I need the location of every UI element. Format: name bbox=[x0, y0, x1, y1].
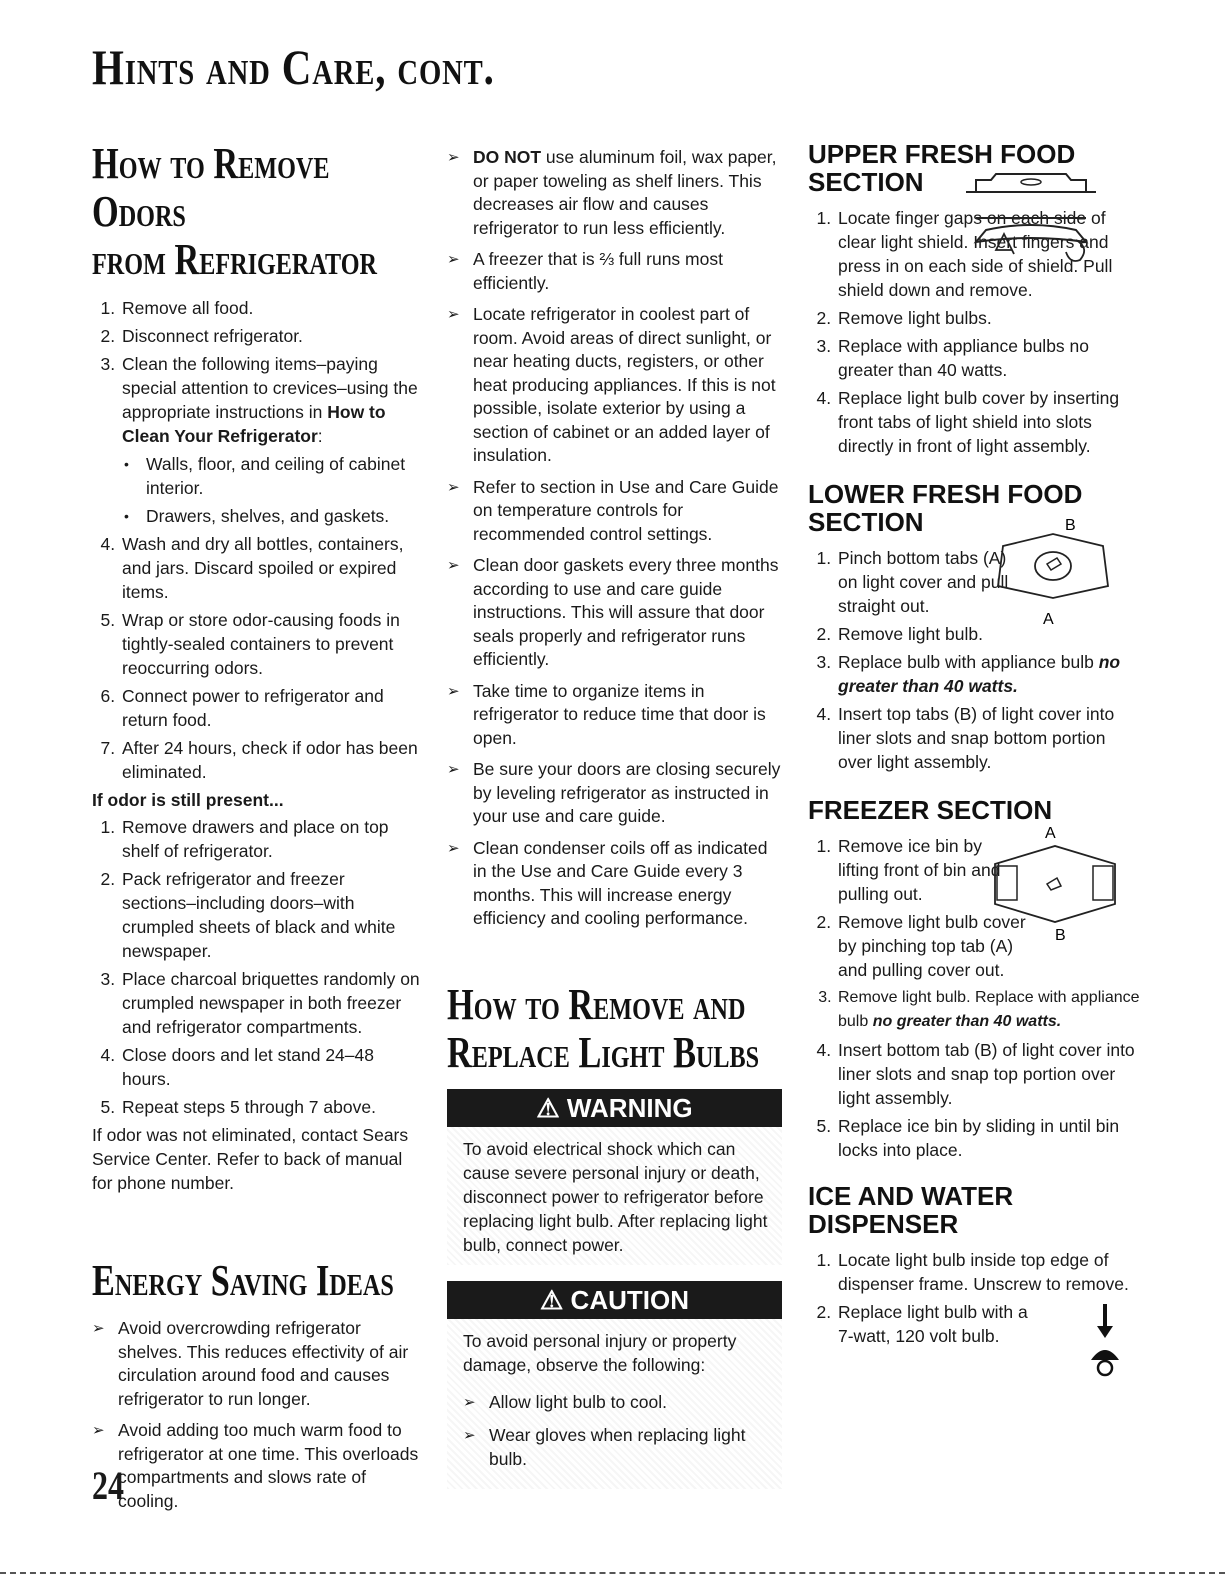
ice-section-body bbox=[808, 1248, 1143, 1348]
freezer-light-cover-diagram bbox=[985, 824, 1125, 944]
dispenser-bulb-diagram bbox=[1085, 1302, 1125, 1382]
column-2 bbox=[447, 146, 782, 1505]
caution-text: To avoid personal injury or property damage, observe the following: bbox=[463, 1330, 737, 1375]
list-item bbox=[447, 303, 782, 468]
freezer-heading: FREEZER SECTION bbox=[808, 795, 1053, 825]
list-item: 4. Insert bottom tab (B) of light cover into liner slots and snap top portion over light assembly. bbox=[836, 1038, 1143, 1110]
page-number: 24 bbox=[92, 1463, 124, 1508]
list-item: 2. Disconnect refrigerator. bbox=[120, 324, 422, 348]
still-present-heading: If odor is still present... bbox=[92, 790, 284, 810]
item-text: Locate refrigerator in coolest part of room. Avoid areas of direct sunlight, or near heating ducts, registers, or other heat producing appliances. If this is not possible, isolate exterior by using a section of cabinet or an added layer of insulation. bbox=[473, 304, 776, 465]
item-text: Be sure your doors are closing securely by leveling refrigerator as instructed in your use and care guide. bbox=[473, 759, 781, 826]
list-item bbox=[463, 1424, 768, 1471]
lower-light-cover-diagram bbox=[983, 516, 1123, 626]
list-item: • Drawers, shelves, and gaskets. bbox=[144, 504, 422, 528]
arrow-icon: ➢ bbox=[447, 557, 460, 574]
label-a: A bbox=[1043, 611, 1054, 626]
list-item: 4. Replace light bulb cover by inserting front tabs of light shield into slots directly in front of light assembly. bbox=[836, 386, 1143, 458]
list-item bbox=[447, 837, 782, 931]
step-bold-text: How to Clean Your Refrigerator bbox=[122, 402, 386, 446]
step-text: Pinch bottom tabs (A) on light cover and pull straight out. bbox=[838, 548, 1009, 616]
list-item: 2. Remove light bulbs. bbox=[836, 306, 1143, 330]
arrow-icon: ➢ bbox=[447, 839, 460, 857]
item-text: Take time to organize items in refrigerator to reduce time that door is open. bbox=[473, 680, 766, 748]
step-text-end: : bbox=[317, 426, 323, 446]
list-item: 1. Locate finger gaps on each side of clear light shield. Insert fingers and press in on each side of shield. Pull shield down and remove. bbox=[836, 206, 1143, 302]
caution-banner: ⚠ CAUTION bbox=[447, 1281, 782, 1319]
item-text: use aluminum foil, wax paper, or paper toweling as shelf liners. This decreases air flow and causes refrigerator to run less efficiently. bbox=[473, 147, 777, 238]
list-item: 4. Insert top tabs (B) of light cover into liner slots and snap bottom portion over light assembly. bbox=[836, 702, 1143, 774]
arrow-icon: ➢ bbox=[447, 306, 460, 323]
item-text: Wear gloves when replacing light bulb. bbox=[489, 1425, 746, 1469]
list-item bbox=[92, 1419, 422, 1513]
arrow-icon: ➢ bbox=[447, 682, 460, 700]
item-text: Clean condenser coils off as indicated in the Use and Care Guide every 3 months. This will increase energy efficiency and cooling performance. bbox=[473, 837, 768, 928]
arrow-icon: ➢ bbox=[463, 1393, 476, 1411]
upper-heading-line1: UPPER FRESH FOOD bbox=[808, 139, 1076, 169]
list-item: 1. Remove drawers and place on top shelf of refrigerator. bbox=[120, 815, 422, 863]
step-text: Replace bulb with appliance bulb bbox=[838, 652, 1099, 672]
list-item: 4. Close doors and let stand 24–48 hours. bbox=[120, 1043, 422, 1091]
step-bold-text: no greater than 40 watts. bbox=[838, 652, 1121, 696]
item-bold-text: DO NOT bbox=[473, 147, 542, 167]
label-b: B bbox=[1065, 517, 1076, 534]
list-item: 4. Wash and dry all bottles, containers, and jars. Discard spoiled or expired items. bbox=[120, 532, 422, 604]
warning-banner: ⚠ WARNING bbox=[447, 1089, 782, 1127]
list-item: 2. Remove light bulb. bbox=[836, 622, 1143, 646]
list-item: 1. Locate light bulb inside top edge of dispenser frame. Unscrew to remove. bbox=[836, 1248, 1143, 1296]
list-item: 5. Wrap or store odor-causing foods in tightly-sealed containers to prevent reoccurring odors. bbox=[120, 608, 422, 680]
item-text: Avoid adding too much warm food to refrigerator at one time. This overloads compartments and slows rate of cooling. bbox=[118, 1420, 419, 1511]
lower-heading-line1: LOWER FRESH FOOD bbox=[808, 479, 1083, 509]
arrow-icon: ➢ bbox=[463, 1427, 476, 1444]
list-item bbox=[120, 352, 422, 528]
list-item bbox=[447, 758, 782, 829]
list-item: 6. Connect power to refrigerator and return food. bbox=[120, 684, 422, 732]
ice-heading-line1: ICE AND WATER bbox=[808, 1181, 1014, 1211]
arrow-icon: ➢ bbox=[447, 478, 460, 496]
list-item: 2. Pack refrigerator and freezer sections–including doors–with crumpled sheets of black and white newspaper. bbox=[120, 867, 422, 963]
step-text: Remove light bulb cover by pinching top tab (A) and pulling cover out. bbox=[838, 912, 1026, 980]
list-item bbox=[447, 476, 782, 547]
caution-box bbox=[447, 1319, 782, 1490]
upper-heading-line2: SECTION bbox=[808, 167, 924, 197]
energy-list bbox=[92, 1317, 422, 1513]
list-item bbox=[92, 1317, 422, 1411]
list-item bbox=[447, 554, 782, 672]
label-a: A bbox=[1045, 825, 1056, 842]
upper-light-shield-diagram bbox=[956, 170, 1106, 290]
arrow-icon: ➢ bbox=[447, 251, 460, 268]
ice-heading bbox=[808, 1182, 1143, 1238]
odors-heading-line2: from Refrigerator bbox=[92, 235, 378, 284]
step-bold-text: no greater than 40 watts. bbox=[872, 1013, 1062, 1030]
arrow-icon: ➢ bbox=[92, 1320, 105, 1337]
odors-heading bbox=[92, 140, 421, 284]
list-item: 3. Place charcoal briquettes randomly on crumpled newspaper in both freezer and refrigerator compartments. bbox=[120, 967, 422, 1039]
step-text: Remove light bulb. Replace with appliance bulb bbox=[838, 989, 1140, 1030]
footer-rule bbox=[0, 1572, 1225, 1574]
arrow-icon: ➢ bbox=[92, 1422, 105, 1439]
list-item: 5. Repeat steps 5 through 7 above. bbox=[120, 1095, 422, 1119]
column-1 bbox=[92, 140, 422, 1521]
list-item: 1. Remove all food. bbox=[120, 296, 422, 320]
item-text: A freezer that is ⅔ full runs most efficiently. bbox=[473, 249, 723, 293]
list-item: 3. Replace with appliance bulbs no greater than 40 watts. bbox=[836, 334, 1143, 382]
freezer-section-body bbox=[808, 825, 1143, 1162]
odors-steps bbox=[92, 296, 422, 784]
step-text: Replace light bulb with a 7-watt, 120 volt bulb. bbox=[838, 1302, 1028, 1346]
energy-heading: Energy Saving Ideas bbox=[92, 1256, 394, 1305]
step3-bullets bbox=[122, 452, 422, 528]
energy-list-continued bbox=[447, 146, 782, 931]
not-eliminated-text: If odor was not eliminated, contact Sears Service Center. Refer to back of manual for phone number. bbox=[92, 1125, 409, 1193]
page-title: Hints and Care, cont. bbox=[92, 39, 495, 95]
list-item bbox=[463, 1391, 768, 1415]
item-text: Clean door gaskets every three months according to use and care guide instructions. This will assure that door seals properly and refrigerator runs efficiently. bbox=[473, 555, 779, 669]
list-item bbox=[836, 650, 1143, 698]
warning-text: To avoid electrical shock which can cause severe personal injury or death, disconnect power to refrigerator before replacing light bulb. After replacing light bulb, connect power. bbox=[463, 1138, 768, 1255]
bulbs-heading-line1: How to Remove and bbox=[447, 979, 746, 1029]
list-item bbox=[447, 248, 782, 295]
label-b: B bbox=[1055, 927, 1066, 944]
ice-heading-line2: DISPENSER bbox=[808, 1209, 959, 1239]
list-item bbox=[447, 680, 782, 751]
caution-list bbox=[463, 1391, 768, 1472]
bulbs-heading-line2: Replace Light Bulbs bbox=[447, 1027, 760, 1077]
step-text: Remove ice bin by lifting front of bin and pulling out. bbox=[838, 836, 1001, 904]
bulbs-heading bbox=[447, 981, 781, 1077]
odors-heading-line1: How to Remove Odors bbox=[92, 139, 330, 236]
item-text: Refer to section in Use and Care Guide on temperature controls for recommended control settings. bbox=[473, 476, 779, 544]
list-item: • Walls, floor, and ceiling of cabinet interior. bbox=[144, 452, 422, 500]
warning-box bbox=[447, 1127, 782, 1265]
list-item: 7. After 24 hours, check if odor has been eliminated. bbox=[120, 736, 422, 784]
list-item bbox=[447, 146, 782, 240]
arrow-icon: ➢ bbox=[447, 149, 460, 166]
list-item bbox=[836, 986, 1143, 1034]
item-text: Avoid overcrowding refrigerator shelves. This reduces effectivity of air circulation around food and causes refrigerator to run longer. bbox=[118, 1318, 409, 1409]
lower-heading-line2: SECTION bbox=[808, 507, 924, 537]
item-text: Allow light bulb to cool. bbox=[489, 1391, 668, 1412]
column-3 bbox=[808, 140, 1143, 1352]
still-present-steps bbox=[92, 815, 422, 1119]
arrow-icon: ➢ bbox=[447, 761, 460, 778]
list-item: 5. Replace ice bin by sliding in until bin locks into place. bbox=[836, 1114, 1143, 1162]
step-text: Clean the following items–paying special attention to crevices–using the appropriate instructions in bbox=[122, 354, 418, 422]
